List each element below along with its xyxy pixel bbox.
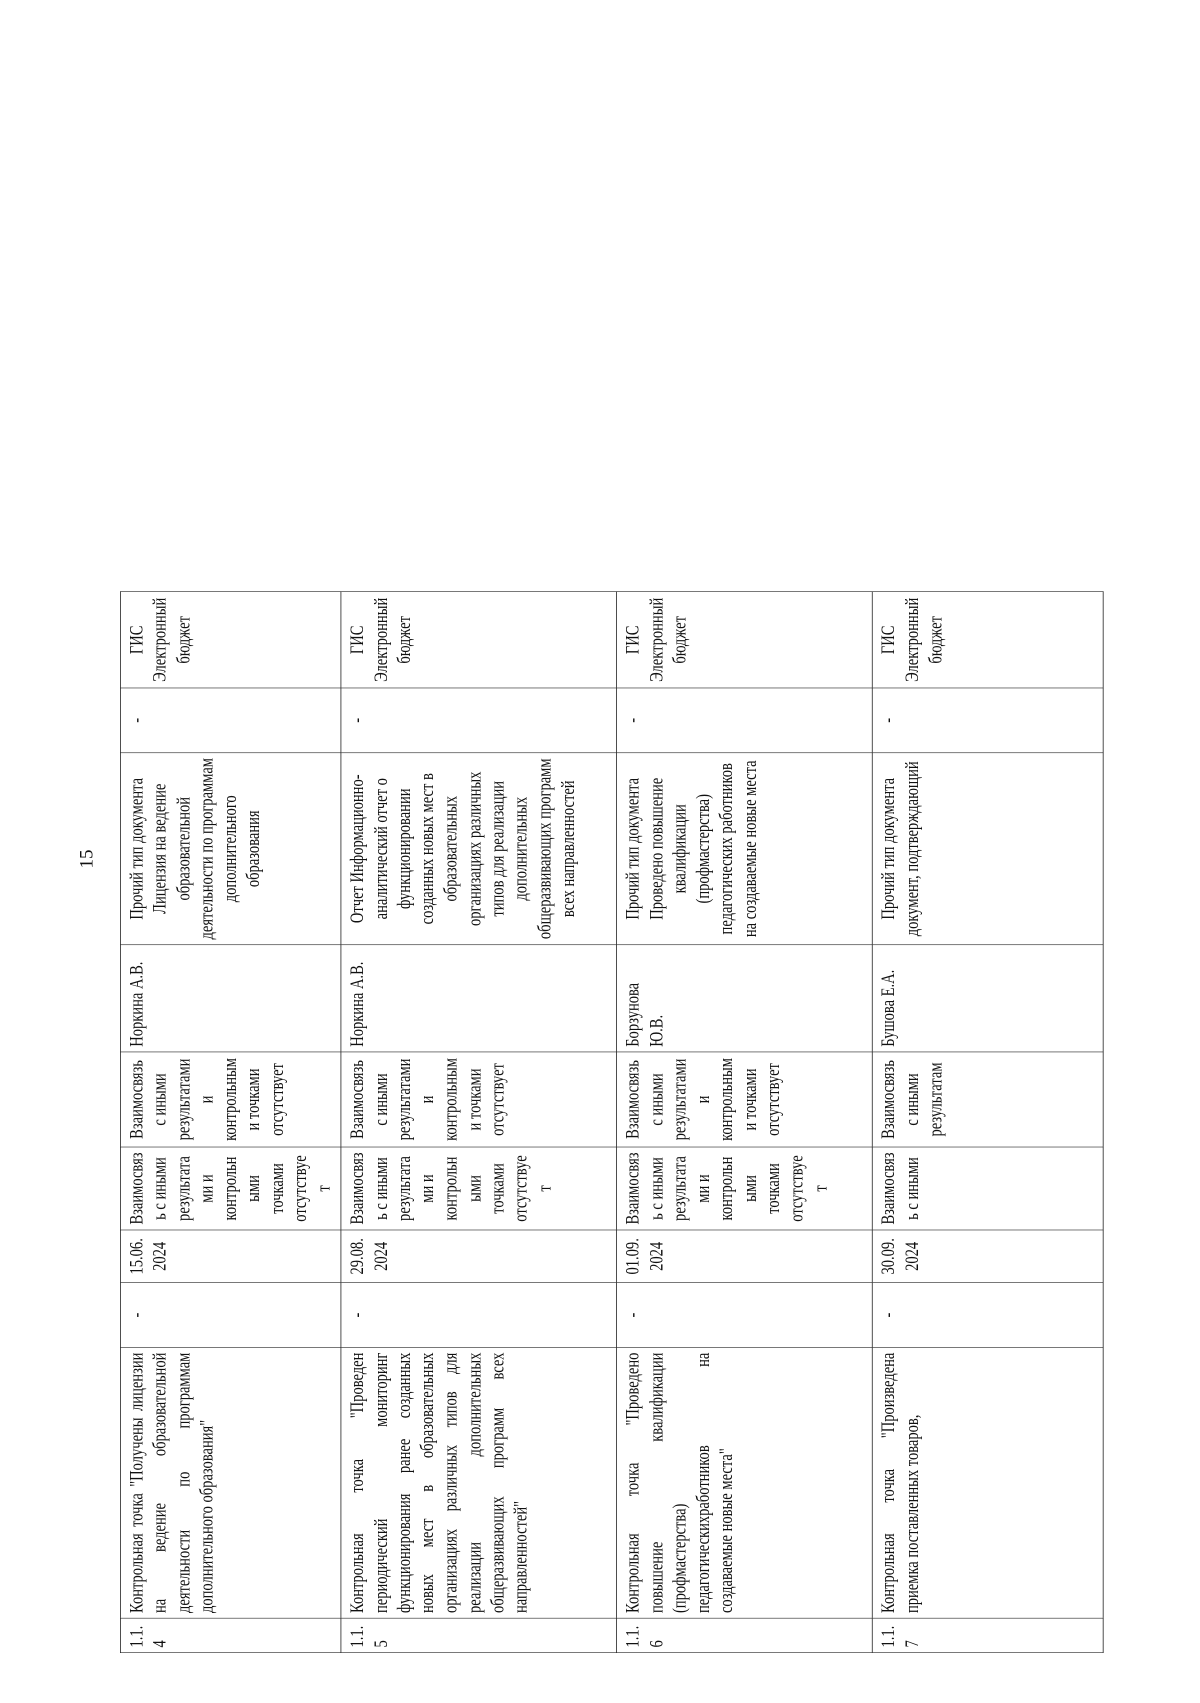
deadline-date: 30.09.2024 xyxy=(873,1230,1104,1283)
relation-cell: Взаимосвязь с иными результатами и контрольными точками отсутствует xyxy=(617,1052,873,1147)
predecessor-cell: - xyxy=(873,1283,1104,1348)
relation-cell: Взаимосвязь с иными результатами и контрольными точками отсутствует xyxy=(341,1052,617,1147)
deadline-date: 01.09.2024 xyxy=(617,1230,873,1283)
document-type: Прочий тип документа Проведено повышение квалификации (профмастерства) педагогических работников на создаваемые новые места xyxy=(617,753,873,945)
table-row xyxy=(873,592,1104,1653)
deadline-date: 15.06.2024 xyxy=(120,1230,341,1283)
predecessor-cell: - xyxy=(617,1283,873,1348)
control-point-name: Контрольная точка "Произведена приемка поставленных товаров, xyxy=(873,1347,1104,1618)
information-system: ГИС Электронный бюджет xyxy=(120,592,341,688)
control-points-table xyxy=(120,591,1104,1653)
table-row xyxy=(341,592,617,1653)
predecessor-cell: - xyxy=(341,1283,617,1348)
level-cell: - xyxy=(873,688,1104,753)
relation-cell: Взаимосвязь с иными xyxy=(873,1147,1104,1230)
information-system: ГИС Электронный бюджет xyxy=(341,592,617,688)
row-number: 1.1.4 xyxy=(120,1618,341,1653)
information-system: ГИС Электронный бюджет xyxy=(617,592,873,688)
relation-cell: Взаимосвязь с иными результатами и контрольными точками отсутствует xyxy=(617,1147,873,1230)
information-system: ГИС Электронный бюджет xyxy=(873,592,1104,688)
responsible-person: Борзунова Ю.В. xyxy=(617,945,873,1052)
row-number: 1.1.5 xyxy=(341,1618,617,1653)
row-number: 1.1.7 xyxy=(873,1618,1104,1653)
responsible-person: Норкина А.В. xyxy=(341,945,617,1052)
control-point-name: Контрольная точка "Проведено повышение квалификации (профмастерства) педагогическихработников на создаваемые новые места" xyxy=(617,1347,873,1618)
responsible-person: Бушова Е.А. xyxy=(873,945,1104,1052)
table-row xyxy=(120,592,341,1653)
responsible-person: Норкина А.В. xyxy=(120,945,341,1052)
document-type: Отчет Информационно-аналитический отчет о функционировании созданных новых мест в образовательных организациях различных типов для реализации дополнительных общеразвивающих программ всех направленностей xyxy=(341,753,617,945)
predecessor-cell: - xyxy=(120,1283,341,1348)
table-container xyxy=(120,71,1200,1648)
page-number: 15 xyxy=(76,849,98,869)
row-number: 1.1.6 xyxy=(617,1618,873,1653)
document-type: Прочий тип документа Лицензия на ведение образовательной деятельности по программам дополнительного образования xyxy=(120,753,341,945)
relation-cell: Взаимосвязь с иными результатами и контрольными точками отсутствует xyxy=(341,1147,617,1230)
document-type: Прочий тип документа документ, подтверждающий xyxy=(873,753,1104,945)
table-row xyxy=(617,592,873,1653)
rotated-table-frame xyxy=(120,597,1078,1653)
control-point-name: Контрольная точка "Получены лицензии на ведение образовательной деятельности по программам дополнительного образования" xyxy=(120,1347,341,1618)
level-cell: - xyxy=(617,688,873,753)
relation-cell: Взаимосвязь с иными результатам xyxy=(873,1052,1104,1147)
relation-cell: Взаимосвязь с иными результатами и контрольными точками отсутствует xyxy=(120,1052,341,1147)
level-cell: - xyxy=(341,688,617,753)
deadline-date: 29.08.2024 xyxy=(341,1230,617,1283)
control-point-name: Контрольная точка "Проведен периодический мониторинг функционирования ранее созданных новых мест в образовательных организациях различных типов для реализации дополнительных общеразвивающих программ всех направленностей" xyxy=(341,1347,617,1618)
relation-cell: Взаимосвязь с иными результатами и контрольными точками отсутствует xyxy=(120,1147,341,1230)
level-cell: - xyxy=(120,688,341,753)
